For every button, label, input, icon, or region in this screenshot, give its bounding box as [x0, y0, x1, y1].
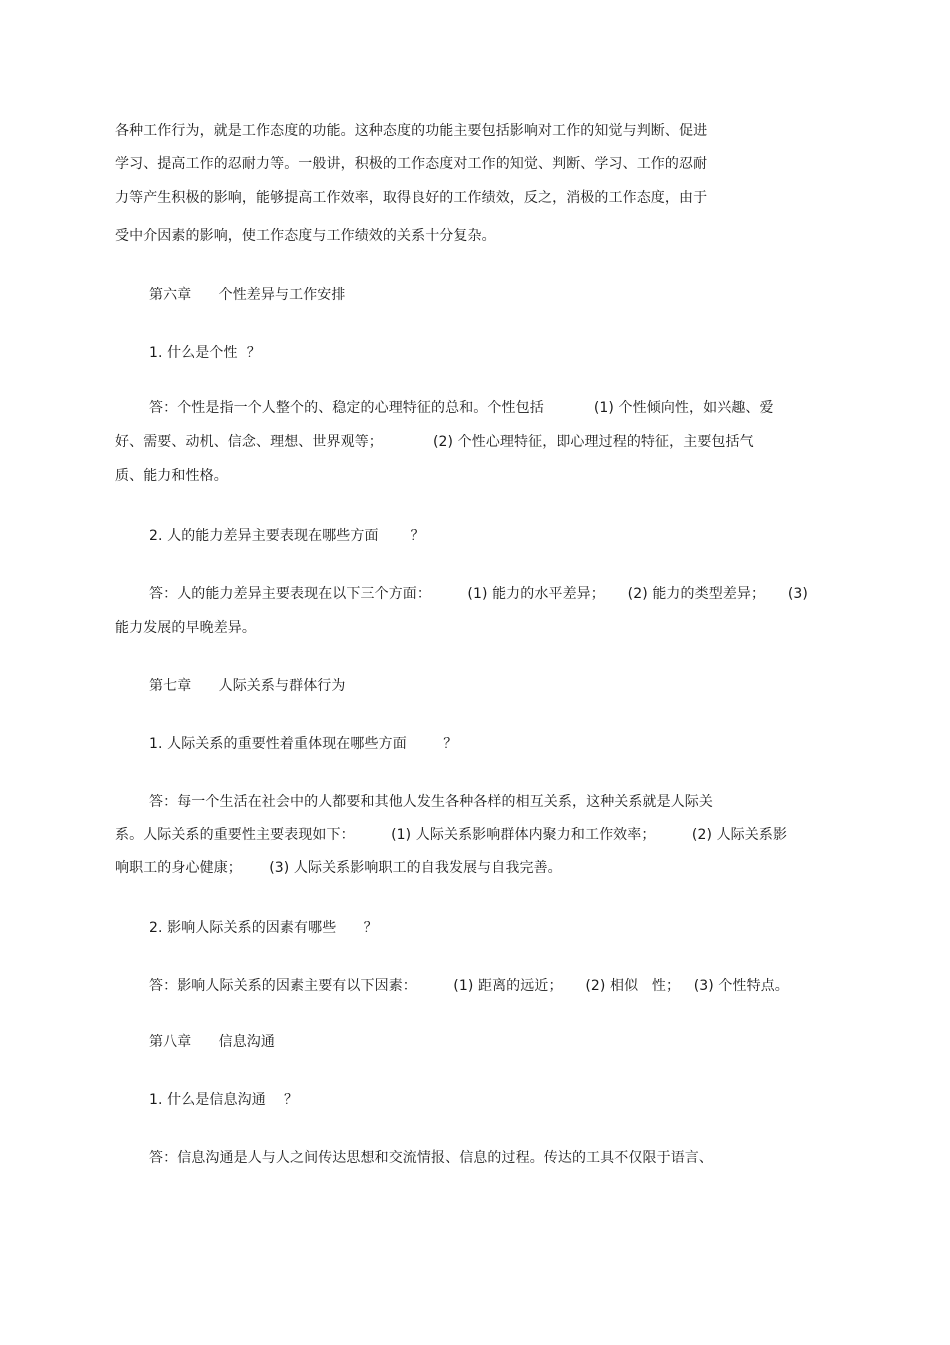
paragraph-line: 受中介因素的影响，使工作态度与工作绩效的关系十分复杂。 [115, 228, 496, 244]
question-heading: 1. 什么是个性 ？ [149, 345, 261, 361]
answer-line: 质、能力和性格。 [115, 468, 228, 484]
answer-line: 答：信息沟通是人与人之间传达思想和交流情报、信息的过程。传达的工具不仅限于语言、 [149, 1150, 713, 1166]
paragraph-line: 各种工作行为，就是工作态度的功能。这种态度的功能主要包括影响对工作的知觉与判断、促进 [115, 123, 708, 139]
question-heading: 1. 什么是信息沟通 ？ [149, 1092, 299, 1108]
question-heading: 1. 人际关系的重要性着重体现在哪些方面 ？ [149, 736, 458, 752]
answer-line: 好、需要、动机、信念、理想、世界观等； (2) 个性心理特征，即心理过程的特征，主要包括气 [115, 434, 754, 450]
paragraph-line: 力等产生积极的影响，能够提高工作效率，取得良好的工作绩效，反之，消极的工作态度，由于 [115, 190, 708, 206]
chapter-heading: 第八章 信息沟通 [149, 1034, 276, 1050]
chapter-heading: 第六章 个性差异与工作安排 [149, 287, 346, 303]
chapter-heading: 第七章 人际关系与群体行为 [149, 678, 346, 694]
question-heading: 2. 人的能力差异主要表现在哪些方面 ？ [149, 528, 425, 544]
question-heading: 2. 影响人际关系的因素有哪些 ？ [149, 920, 378, 936]
answer-line: 答：人的能力差异主要表现在以下三个方面： (1) 能力的水平差异； (2) 能力的类型差异； (3) [149, 586, 808, 602]
answer-line: 系。人际关系的重要性主要表现如下： (1) 人际关系影响群体内聚力和工作效率； (2) 人际关系影 [115, 827, 788, 843]
answer-line: 答：影响人际关系的因素主要有以下因素： (1) 距离的远近； (2) 相似 性； (3) 个性特点。 [149, 978, 789, 994]
paragraph-line: 学习、提高工作的忍耐力等。一般讲，积极的工作态度对工作的知觉、判断、学习、工作的忍耐 [115, 156, 708, 172]
answer-line: 响职工的身心健康； (3) 人际关系影响职工的自我发展与自我完善。 [115, 860, 562, 876]
answer-line: 能力发展的早晚差异。 [115, 620, 256, 636]
answer-line: 答：个性是指一个人整个的、稳定的心理特征的总和。个性包括 (1) 个性倾向性，如兴趣、爱 [149, 400, 774, 416]
answer-line: 答：每一个生活在社会中的人都要和其他人发生各种各样的相互关系，这种关系就是人际关 [149, 794, 713, 810]
